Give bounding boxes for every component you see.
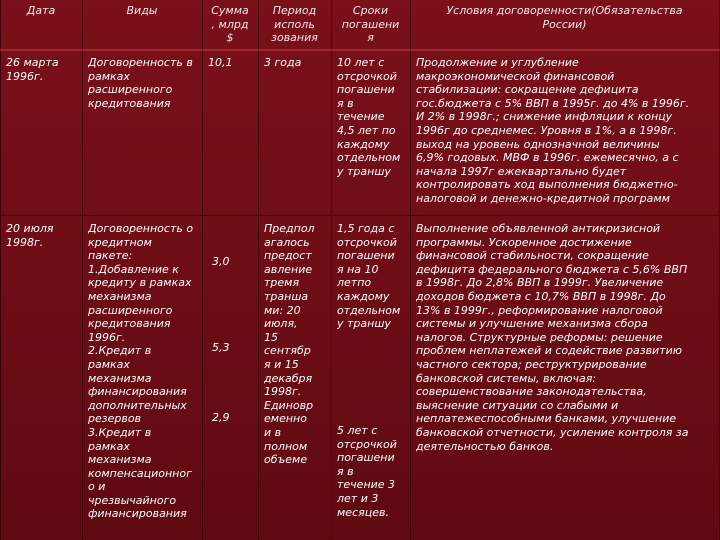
header-period: Период исполь зования	[271, 4, 318, 45]
column-divider	[0, 0, 1, 540]
row2-types: Договоренность о кредитном пакете: 1.Добавление к кредиту в рамках механизма расширенного кредитования 1996г. 2.Кредит в рамках механизма финансирования дополнительных резервов 3.Кредит в рамках механизма компенсационног о и чрезвычайного финансирования	[88, 222, 194, 521]
column-divider	[331, 0, 332, 540]
row2-conditions: Выполнение объявленной антикризисной программы. Ускоренное достижение финансовой стабильности, сокращение дефицита федерального бюджета с 5,6% ВВП в 1998г. До 2,8% ВВП в 1999г. Увеличение доходов бюджета с 10,7% ВВП в 1998г. До 13% в 1999г., реформирование налоговой системы и улучшение механизма сбора налогов. Структурные реформы: решение проблем неплатежей и содействие развитию частного сектора; реструктурирование банковской системы, включая: совершенствование законодательства, выяснение ситуации со слабыми и неплатежеспособными банками, улучшение банковской отчетности, усиление контроля за деятельностью банков.	[416, 222, 689, 453]
header-amount: Сумма , млрд $	[211, 4, 249, 45]
row2-amount-3: 2,9	[212, 411, 230, 424]
header-divider	[0, 49, 720, 51]
header-conditions: Условия договоренности(Обязательства России)	[446, 4, 683, 31]
header-date: Дата	[26, 4, 56, 17]
column-divider	[410, 0, 411, 540]
header-terms: Сроки погашени я	[341, 4, 400, 45]
row2-terms-a: 1,5 года с отсрочкой погашени я на 10 летпо каждому отдельном у траншу	[337, 222, 401, 331]
column-divider	[82, 0, 83, 540]
column-divider	[258, 0, 259, 540]
row2-date: 20 июля 1998г.	[6, 222, 54, 249]
column-divider	[202, 0, 203, 540]
row2-amount-1: 3,0	[212, 255, 230, 268]
row-divider	[0, 215, 720, 216]
row1-amount: 10,1	[208, 56, 233, 69]
row2-amount-2: 5,3	[212, 341, 230, 354]
row2-period: Предпол агалось предост авление тремя транша ми: 20 июля, 15 сентябр я и 15 декабря 1998г. Единовр еменно и в полном объеме	[264, 222, 315, 467]
row1-conditions: Продолжение и углубление макроэкономической финансовой стабилизации: сокращение дефицита гос.бюджета с 5% ВВП в 1995г. до 4% в 1996г. И 2% в 1998г.; снижение инфляции к концу 1996г до среднемес. Уровня в 1%, а в 1998г. выход на уровень однозначной величины 6,9% годовых. МВФ в 1996г. ежемесячно, а с начала 1997г ежеквартально будет контролировать ход выполнения бюджетно- налоговой и денежно-кредитной программ	[416, 56, 690, 205]
row1-date: 26 марта 1996г.	[6, 56, 59, 83]
row1-period: 3 года	[264, 56, 302, 69]
row2-terms-b: 5 лет с отсрочкой погашени я в течение 3 лет и 3 месяцев.	[337, 424, 397, 519]
row1-types: Договоренность в рамках расширенного кредитования	[88, 56, 193, 110]
header-types: Виды	[126, 4, 158, 17]
row1-terms: 10 лет с отсрочкой погашени я в течение 4,5 лет по каждому отдельном у траншу	[337, 56, 401, 178]
